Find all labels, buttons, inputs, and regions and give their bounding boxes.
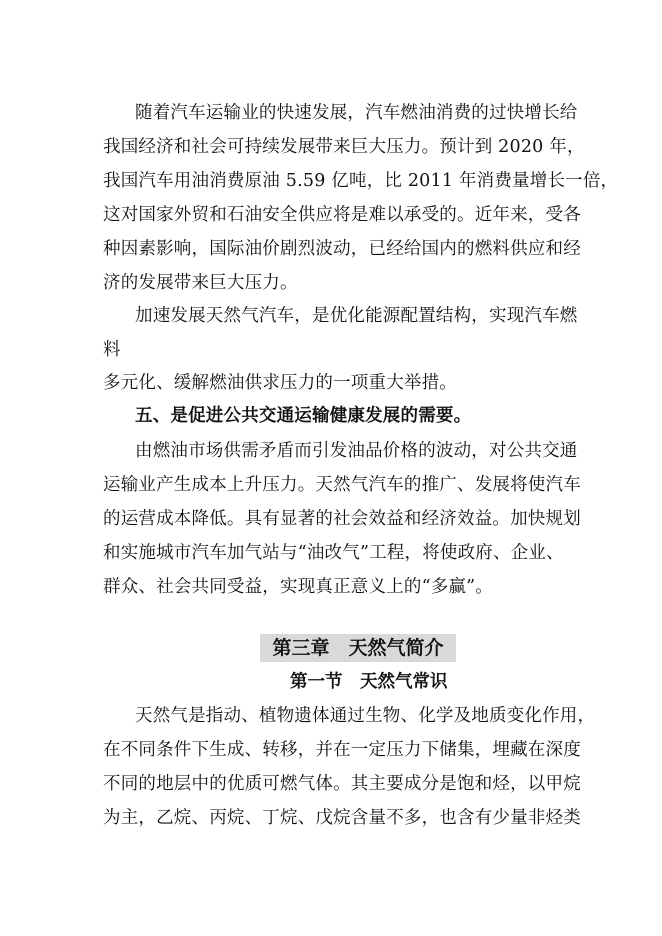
paragraph-1-line-6: 济的发展带来巨大压力。 <box>103 273 298 293</box>
paragraph-1-line-1: 随着汽车运输业的快速发展，汽车燃油消费的过快增长给 <box>135 103 578 123</box>
heading-five: 五、是促进公共交通运输健康发展的需要。 <box>135 406 472 426</box>
section-title: 第一节 天然气常识 <box>290 672 448 692</box>
paragraph-3-line-1: 由燃油市场供需矛盾而引发油品价格的波动，对公共交通 <box>135 441 578 461</box>
paragraph-3-line-2: 运输业产生成本上升压力。天然气汽车的推广、发展将使汽车 <box>103 475 581 495</box>
chapter-title: 第三章 天然气简介 <box>260 634 456 662</box>
paragraph-3-line-4: 和实施城市汽车加气站与“油改气”工程，将使政府、企业、 <box>103 543 564 563</box>
paragraph-4-line-1: 天然气是指动、植物遗体通过生物、化学及地质变化作用， <box>135 706 596 726</box>
paragraph-3-line-5: 群众、社会共同受益，实现真正意义上的“多赢”。 <box>103 577 493 597</box>
paragraph-4-line-2: 在不同条件下生成、转移，并在一定压力下储集，埋藏在深度 <box>103 740 581 760</box>
paragraph-1-line-2: 我国经济和社会可持续发展带来巨大压力。预计到 2020 年， <box>103 137 585 157</box>
paragraph-4-line-4: 为主，乙烷、丙烷、丁烷、戊烷含量不多，也含有少量非烃类 <box>103 808 581 828</box>
paragraph-2-line-2: 料 <box>103 340 121 360</box>
paragraph-4-line-3: 不同的地层中的优质可燃气体。其主要成分是饱和烃，以甲烷 <box>103 774 581 794</box>
paragraph-2-line-3: 多元化、缓解燃油供求压力的一项重大举措。 <box>103 373 457 393</box>
paragraph-3-line-3: 的运营成本降低。具有显著的社会效益和经济效益。加快规划 <box>103 509 581 529</box>
paragraph-1-line-5: 种因素影响，国际油价剧烈波动，已经给国内的燃料供应和经 <box>103 239 581 259</box>
paragraph-2-line-1: 加速发展天然气汽车，是优化能源配置结构，实现汽车燃 <box>135 306 578 326</box>
paragraph-1-line-3: 我国汽车用油消费原油 5.59 亿吨，比 2011 年消费量增长一倍， <box>103 171 619 191</box>
paragraph-1-line-4: 这对国家外贸和石油安全供应将是难以承受的。近年来，受各 <box>103 205 581 225</box>
